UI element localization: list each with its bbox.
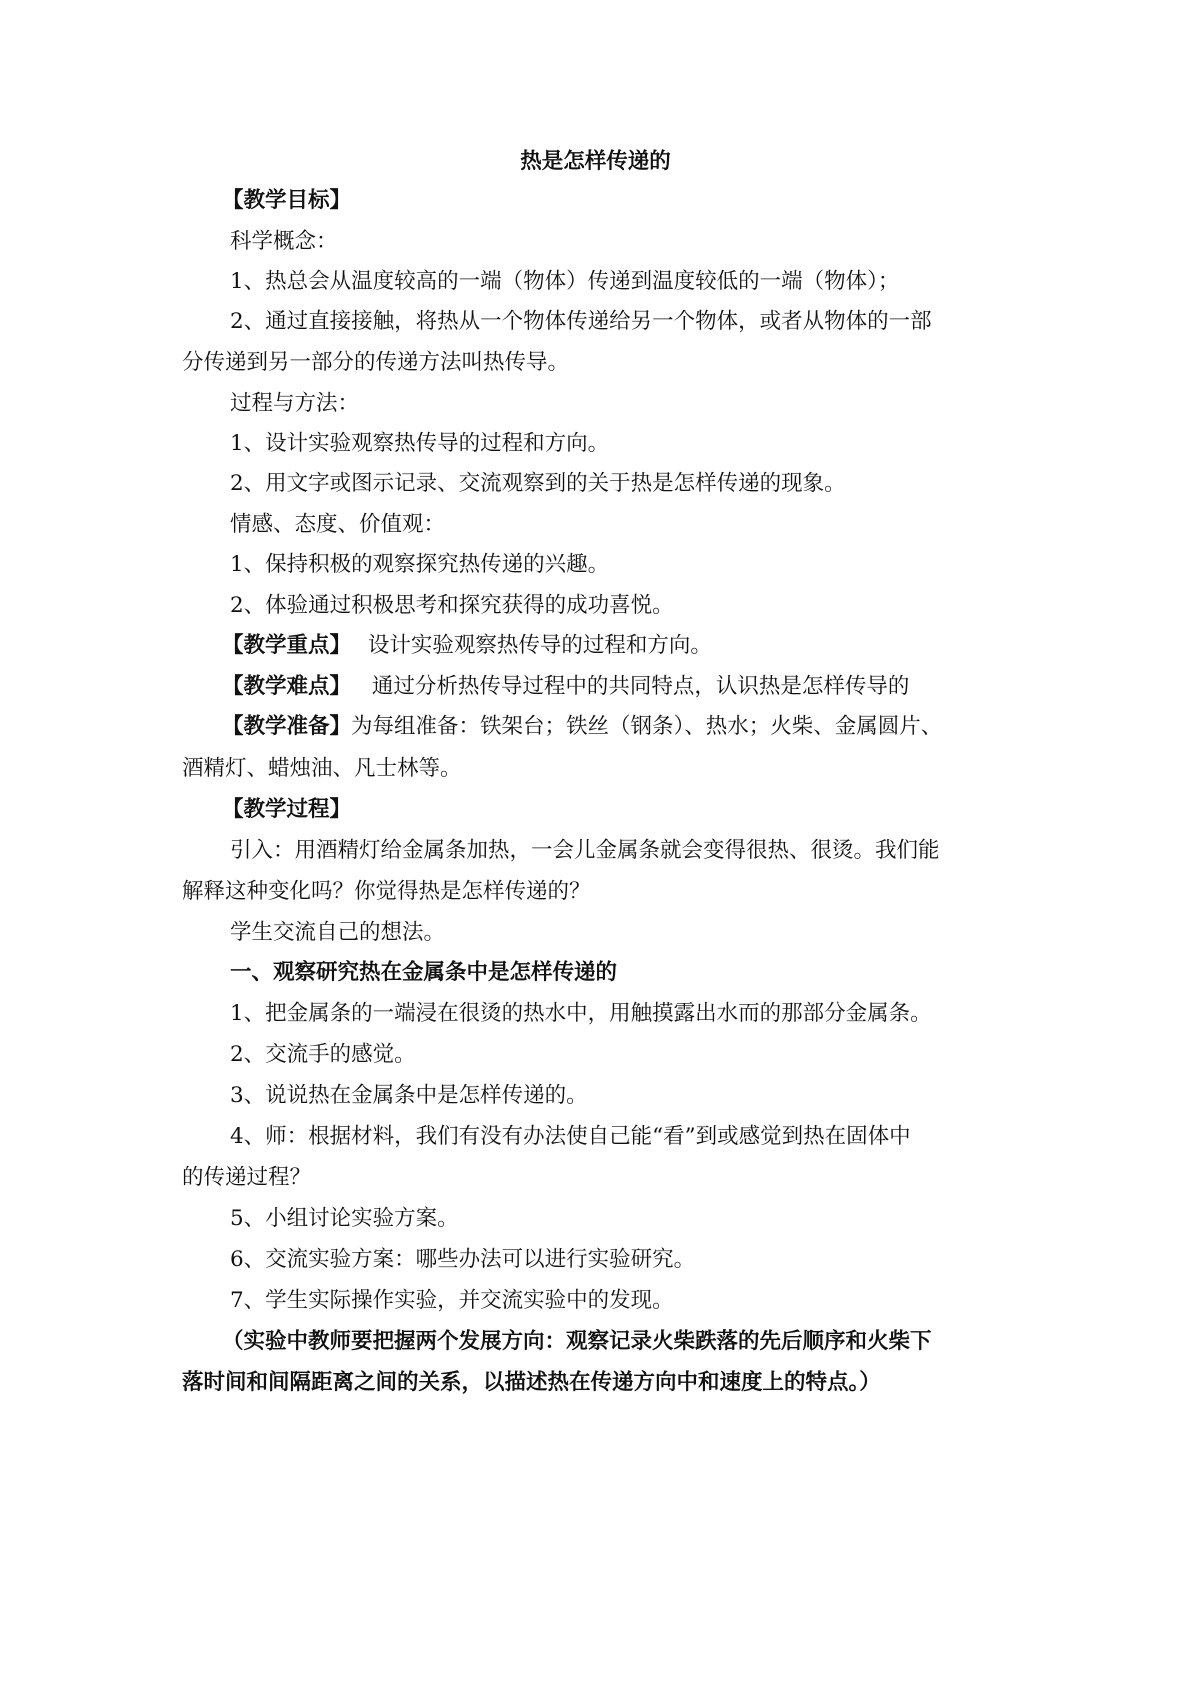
difficulty-label: 【教学难点】	[222, 674, 352, 699]
concept-item-2-continued: 分传递到另一部分的传递方法叫热传导。	[182, 350, 570, 375]
difficulty-point	[222, 672, 1062, 702]
difficulty-text: 通过分析热传导过程中的共同特点，认识热是怎样传导的	[371, 674, 910, 699]
step-3: 3、说说热在金属条中是怎样传递的。	[230, 1083, 588, 1108]
concept-item-2: 2、通过直接接触，将热从一个物体传递给另一个物体，或者从物体的一部	[230, 309, 932, 334]
preparation-label: 【教学准备】	[222, 714, 352, 739]
process-item-1: 1、设计实验观察热传导的过程和方向。	[230, 431, 610, 456]
step-5: 5、小组讨论实验方案。	[230, 1206, 459, 1231]
preparation-continued: 酒精灯、蜡烛油、凡士林等。	[182, 756, 462, 781]
teacher-note: （实验中教师要把握两个发展方向：观察记录火柴跌落的先后顺序和火柴下	[222, 1329, 932, 1354]
key-point-text: 设计实验观察热传导的过程和方向。	[367, 633, 712, 658]
step-6: 6、交流实验方案：哪些办法可以进行实验研究。	[230, 1247, 696, 1272]
section-heading-1: 一、观察研究热在金属条中是怎样传递的	[230, 960, 618, 985]
step-7: 7、学生实际操作实验，并交流实验中的发现。	[230, 1288, 674, 1313]
key-point	[222, 631, 1062, 661]
intro-paragraph-continued: 解释这种变化吗？你觉得热是怎样传递的？	[182, 879, 591, 904]
science-concept-label: 科学概念：	[230, 229, 338, 254]
teacher-note-continued: 落时间和间隔距离之间的关系，以描述热在传递方向中和速度上的特点。）	[182, 1370, 881, 1395]
document-title: 热是怎样传递的	[520, 149, 671, 174]
heading-process: 【教学过程】	[222, 797, 352, 822]
process-method-label: 过程与方法：	[230, 391, 360, 416]
process-item-2: 2、用文字或图示记录、交流观察到的关于热是怎样传递的现象。	[230, 471, 846, 496]
emotion-item-1: 1、保持积极的观察探究热传递的兴趣。	[230, 552, 610, 577]
emotion-label: 情感、态度、价值观：	[230, 512, 446, 537]
preparation-text: 为每组准备：铁架台；铁丝（钢条）、热水；火柴、金属圆片、	[351, 714, 943, 739]
step-4: 4、师：根据材料，我们有没有办法使自己能“看”到或感觉到热在固体中	[230, 1124, 911, 1149]
step-2: 2、交流手的感觉。	[230, 1042, 416, 1067]
intro-paragraph: 引入：用酒精灯给金属条加热，一会儿金属条就会变得很热、很烫。我们能	[230, 838, 940, 863]
emotion-item-2: 2、体验通过积极思考和探究获得的成功喜悦。	[230, 593, 674, 618]
key-point-label: 【教学重点】	[222, 633, 352, 658]
step-1: 1、把金属条的一端浸在很烫的热水中，用触摸露出水而的那部分金属条。	[230, 1001, 932, 1026]
concept-item-1: 1、热总会从温度较高的一端（物体）传递到温度较低的一端（物体）；	[230, 269, 900, 294]
preparation	[222, 712, 1062, 742]
students-share: 学生交流自己的想法。	[230, 920, 446, 945]
heading-objectives: 【教学目标】	[222, 188, 352, 213]
step-4-continued: 的传递过程？	[182, 1165, 312, 1190]
